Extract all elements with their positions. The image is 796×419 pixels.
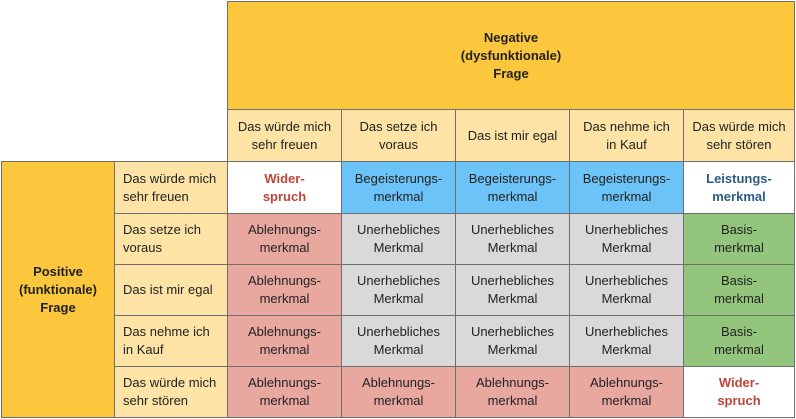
matrix-cell-begeisterungsmerkmal: Begeisterungs- merkmal [341,161,456,214]
matrix-cell-basismerkmal: Basis- merkmal [683,213,795,265]
column-header-sehr-freuen: Das würde mich sehr freuen [227,109,342,162]
matrix-cell-begeisterungsmerkmal: Begeisterungs- merkmal [455,161,570,214]
matrix-cell-unerhebliches-merkmal: Unerhebliches Merkmal [341,213,456,265]
matrix-cell-widerspruch: Wider- spruch [683,366,795,418]
matrix-cell-basismerkmal: Basis- merkmal [683,264,795,316]
column-header-setze-voraus: Das setze ich voraus [341,109,456,162]
negative-question-header: Negative (dysfunktionale) Frage [227,1,795,110]
matrix-cell-basismerkmal: Basis- merkmal [683,315,795,367]
matrix-cell-unerhebliches-merkmal: Unerhebliches Merkmal [341,315,456,367]
row-header-egal: Das ist mir egal [114,264,228,316]
matrix-cell-ablehnungsmerkmal: Ablehnungs- merkmal [341,366,456,418]
column-header-egal: Das ist mir egal [455,109,570,162]
row-header-setze-voraus: Das setze ich voraus [114,213,228,265]
matrix-cell-ablehnungsmerkmal: Ablehnungs- merkmal [227,366,342,418]
matrix-cell-unerhebliches-merkmal: Unerhebliches Merkmal [341,264,456,316]
matrix-cell-unerhebliches-merkmal: Unerhebliches Merkmal [455,315,570,367]
row-header-in-kauf: Das nehme ich in Kauf [114,315,228,367]
matrix-cell-unerhebliches-merkmal: Unerhebliches Merkmal [569,213,684,265]
column-header-sehr-stoeren: Das würde mich sehr stören [683,109,795,162]
row-header-sehr-stoeren: Das würde mich sehr stören [114,366,228,418]
matrix-cell-unerhebliches-merkmal: Unerhebliches Merkmal [455,264,570,316]
row-header-sehr-freuen: Das würde mich sehr freuen [114,161,228,214]
matrix-cell-begeisterungsmerkmal: Begeisterungs- merkmal [569,161,684,214]
matrix-cell-unerhebliches-merkmal: Unerhebliches Merkmal [569,264,684,316]
matrix-cell-ablehnungsmerkmal: Ablehnungs- merkmal [227,315,342,367]
matrix-cell-widerspruch: Wider- spruch [227,161,342,214]
matrix-cell-ablehnungsmerkmal: Ablehnungs- merkmal [227,264,342,316]
matrix-cell-ablehnungsmerkmal: Ablehnungs- merkmal [569,366,684,418]
positive-question-header: Positive (funktionale) Frage [1,161,115,418]
matrix-cell-leistungsmerkmal: Leistungs- merkmal [683,161,795,214]
matrix-cell-ablehnungsmerkmal: Ablehnungs- merkmal [455,366,570,418]
matrix-cell-unerhebliches-merkmal: Unerhebliches Merkmal [455,213,570,265]
matrix-cell-ablehnungsmerkmal: Ablehnungs- merkmal [227,213,342,265]
matrix-cell-unerhebliches-merkmal: Unerhebliches Merkmal [569,315,684,367]
column-header-in-kauf: Das nehme ich in Kauf [569,109,684,162]
